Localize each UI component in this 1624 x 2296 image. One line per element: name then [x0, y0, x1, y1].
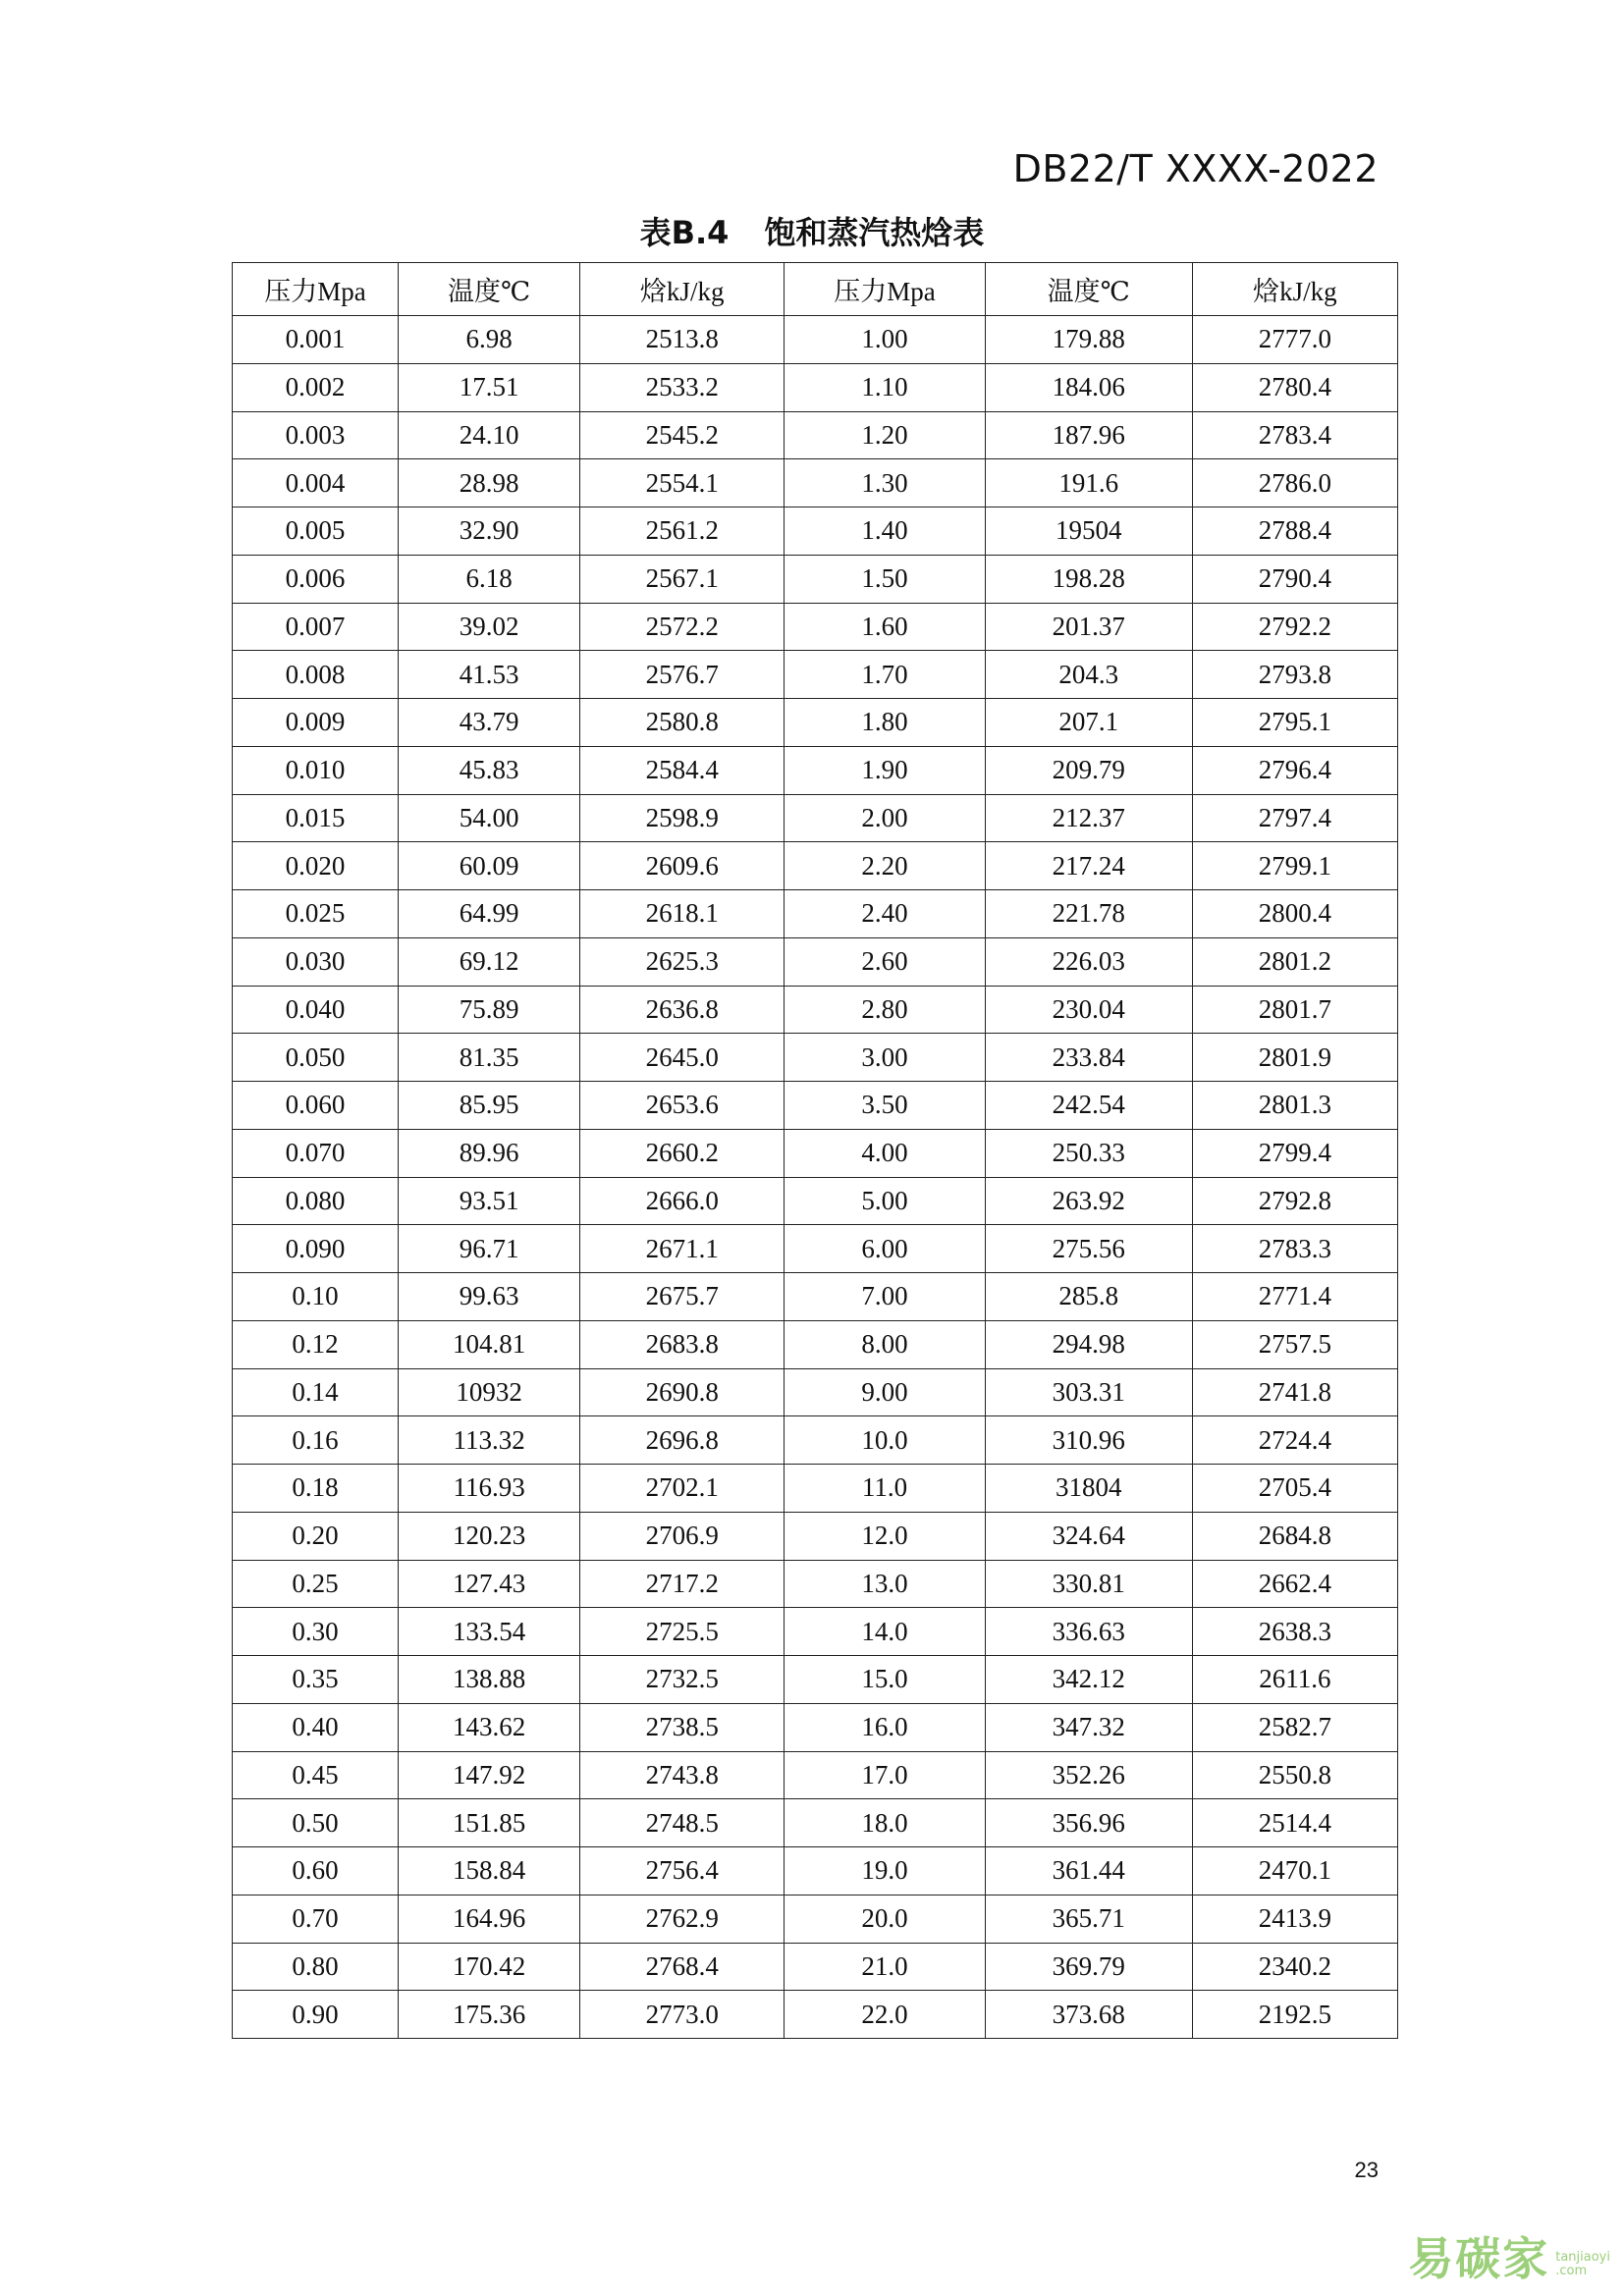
- table-cell: 0.090: [233, 1225, 399, 1273]
- table-cell: 6.18: [398, 555, 579, 603]
- table-cell: 2771.4: [1192, 1273, 1397, 1321]
- table-cell: 0.18: [233, 1465, 399, 1513]
- table-cell: 2706.9: [580, 1512, 785, 1560]
- table-cell: 242.54: [985, 1082, 1192, 1130]
- table-cell: 2675.7: [580, 1273, 785, 1321]
- table-cell: 226.03: [985, 937, 1192, 986]
- table-cell: 2.40: [785, 890, 986, 938]
- table-cell: 285.8: [985, 1273, 1192, 1321]
- table-cell: 187.96: [985, 411, 1192, 459]
- table-cell: 2638.3: [1192, 1608, 1397, 1656]
- table-cell: 75.89: [398, 986, 579, 1034]
- table-cell: 21.0: [785, 1943, 986, 1991]
- table-cell: 69.12: [398, 937, 579, 986]
- table-cell: 3.00: [785, 1034, 986, 1082]
- table-cell: 310.96: [985, 1416, 1192, 1465]
- table-cell: 104.81: [398, 1320, 579, 1368]
- column-header: 温度℃: [985, 263, 1192, 316]
- table-cell: 32.90: [398, 507, 579, 556]
- table-header-row: [233, 263, 1398, 316]
- table-cell: 14.0: [785, 1608, 986, 1656]
- table-cell: 2598.9: [580, 794, 785, 842]
- table-cell: 209.79: [985, 746, 1192, 794]
- table-cell: 2580.8: [580, 699, 785, 747]
- table-cell: 250.33: [985, 1129, 1192, 1177]
- table-cell: 0.050: [233, 1034, 399, 1082]
- table-cell: 0.020: [233, 842, 399, 890]
- table-cell: 2.80: [785, 986, 986, 1034]
- table-title-label: 表B.4: [639, 214, 730, 251]
- table-cell: 113.32: [398, 1416, 579, 1465]
- table-cell: 2790.4: [1192, 555, 1397, 603]
- table-cell: 2.20: [785, 842, 986, 890]
- table-cell: 0.006: [233, 555, 399, 603]
- table-cell: 2801.9: [1192, 1034, 1397, 1082]
- table-cell: 0.003: [233, 411, 399, 459]
- table-cell: 0.004: [233, 459, 399, 507]
- table-cell: 179.88: [985, 316, 1192, 364]
- table-cell: 2777.0: [1192, 316, 1397, 364]
- table-cell: 233.84: [985, 1034, 1192, 1082]
- table-cell: 1.10: [785, 363, 986, 411]
- table-cell: 8.00: [785, 1320, 986, 1368]
- table-row: [233, 1034, 1398, 1082]
- table-row: [233, 746, 1398, 794]
- table-row: [233, 890, 1398, 938]
- table-cell: 45.83: [398, 746, 579, 794]
- table-row: [233, 1560, 1398, 1608]
- table-cell: 2513.8: [580, 316, 785, 364]
- document-code: DB22/T XXXX-2022: [1012, 147, 1379, 190]
- table-cell: 2636.8: [580, 986, 785, 1034]
- table-cell: 2748.5: [580, 1799, 785, 1847]
- table-cell: 143.62: [398, 1703, 579, 1751]
- table-cell: 147.92: [398, 1751, 579, 1799]
- table-cell: 18.0: [785, 1799, 986, 1847]
- table-cell: 0.080: [233, 1177, 399, 1225]
- watermark-text: 易碳家: [1408, 2232, 1550, 2285]
- table-cell: 127.43: [398, 1560, 579, 1608]
- column-header: 压力Mpa: [785, 263, 986, 316]
- table-cell: 230.04: [985, 986, 1192, 1034]
- table-cell: 39.02: [398, 603, 579, 651]
- table-cell: 2801.3: [1192, 1082, 1397, 1130]
- table-cell: 1.60: [785, 603, 986, 651]
- table-row: [233, 411, 1398, 459]
- table-cell: 207.1: [985, 699, 1192, 747]
- table-cell: 20.0: [785, 1895, 986, 1943]
- table-cell: 2783.3: [1192, 1225, 1397, 1273]
- table-cell: 2584.4: [580, 746, 785, 794]
- table-cell: 0.002: [233, 363, 399, 411]
- table-cell: 0.001: [233, 316, 399, 364]
- table-cell: 2800.4: [1192, 890, 1397, 938]
- table-row: [233, 794, 1398, 842]
- table-cell: 10932: [398, 1368, 579, 1416]
- table-cell: 0.008: [233, 651, 399, 699]
- table-row: [233, 1416, 1398, 1465]
- table-cell: 2799.4: [1192, 1129, 1397, 1177]
- table-row: [233, 1943, 1398, 1991]
- table-cell: 2572.2: [580, 603, 785, 651]
- table-cell: 2582.7: [1192, 1703, 1397, 1751]
- table-cell: 2.60: [785, 937, 986, 986]
- table-cell: 0.80: [233, 1943, 399, 1991]
- table-cell: 2684.8: [1192, 1512, 1397, 1560]
- table-row: [233, 1320, 1398, 1368]
- column-header: 焓kJ/kg: [1192, 263, 1397, 316]
- table-cell: 0.60: [233, 1847, 399, 1896]
- table-cell: 1.30: [785, 459, 986, 507]
- table-cell: 17.0: [785, 1751, 986, 1799]
- table-cell: 2554.1: [580, 459, 785, 507]
- table-cell: 336.63: [985, 1608, 1192, 1656]
- table-row: [233, 842, 1398, 890]
- table-cell: 2792.2: [1192, 603, 1397, 651]
- table-cell: 0.30: [233, 1608, 399, 1656]
- table-cell: 1.80: [785, 699, 986, 747]
- table-row: [233, 363, 1398, 411]
- table-cell: 217.24: [985, 842, 1192, 890]
- table-cell: 2653.6: [580, 1082, 785, 1130]
- table-row: [233, 1082, 1398, 1130]
- table-row: [233, 1177, 1398, 1225]
- table-cell: 4.00: [785, 1129, 986, 1177]
- table-row: [233, 555, 1398, 603]
- table-cell: 93.51: [398, 1177, 579, 1225]
- table-cell: 0.20: [233, 1512, 399, 1560]
- table-cell: 2340.2: [1192, 1943, 1397, 1991]
- table-cell: 175.36: [398, 1991, 579, 2039]
- table-cell: 275.56: [985, 1225, 1192, 1273]
- steam-enthalpy-table: [232, 262, 1398, 2039]
- table-cell: 170.42: [398, 1943, 579, 1991]
- table-cell: 2413.9: [1192, 1895, 1397, 1943]
- table-cell: 2561.2: [580, 507, 785, 556]
- table-cell: 2783.4: [1192, 411, 1397, 459]
- table-cell: 0.070: [233, 1129, 399, 1177]
- table-row: [233, 1225, 1398, 1273]
- watermark-domain-line1: tanjiaoyi: [1555, 2250, 1610, 2265]
- table-row: [233, 1273, 1398, 1321]
- table-cell: 10.0: [785, 1416, 986, 1465]
- table-cell: 2618.1: [580, 890, 785, 938]
- table-cell: 16.0: [785, 1703, 986, 1751]
- table-row: [233, 1656, 1398, 1704]
- table-cell: 303.31: [985, 1368, 1192, 1416]
- table-cell: 2757.5: [1192, 1320, 1397, 1368]
- table-cell: 0.10: [233, 1273, 399, 1321]
- table-cell: 0.50: [233, 1799, 399, 1847]
- table-cell: 0.35: [233, 1656, 399, 1704]
- table-cell: 158.84: [398, 1847, 579, 1896]
- table-cell: 294.98: [985, 1320, 1192, 1368]
- table-row: [233, 603, 1398, 651]
- table-cell: 0.90: [233, 1991, 399, 2039]
- table-cell: 0.009: [233, 699, 399, 747]
- table-cell: 369.79: [985, 1943, 1192, 1991]
- table-cell: 0.45: [233, 1751, 399, 1799]
- table-cell: 116.93: [398, 1465, 579, 1513]
- table-cell: 2645.0: [580, 1034, 785, 1082]
- table-cell: 2741.8: [1192, 1368, 1397, 1416]
- table-cell: 2793.8: [1192, 651, 1397, 699]
- table-cell: 2550.8: [1192, 1751, 1397, 1799]
- table-row: [233, 1512, 1398, 1560]
- table-cell: 0.060: [233, 1082, 399, 1130]
- table-cell: 2797.4: [1192, 794, 1397, 842]
- table-cell: 0.025: [233, 890, 399, 938]
- table-cell: 151.85: [398, 1799, 579, 1847]
- table-cell: 0.25: [233, 1560, 399, 1608]
- table-cell: 9.00: [785, 1368, 986, 1416]
- table-row: [233, 316, 1398, 364]
- table-cell: 24.10: [398, 411, 579, 459]
- table-cell: 0.007: [233, 603, 399, 651]
- table-cell: 19504: [985, 507, 1192, 556]
- table-cell: 352.26: [985, 1751, 1192, 1799]
- table-cell: 342.12: [985, 1656, 1192, 1704]
- table-cell: 2786.0: [1192, 459, 1397, 507]
- table-cell: 1.50: [785, 555, 986, 603]
- table-cell: 64.99: [398, 890, 579, 938]
- table-cell: 43.79: [398, 699, 579, 747]
- table-row: [233, 1703, 1398, 1751]
- table-row: [233, 1465, 1398, 1513]
- table-cell: 2768.4: [580, 1943, 785, 1991]
- table-cell: 15.0: [785, 1656, 986, 1704]
- table-cell: 0.015: [233, 794, 399, 842]
- table-cell: 12.0: [785, 1512, 986, 1560]
- table-cell: 2796.4: [1192, 746, 1397, 794]
- table-cell: 138.88: [398, 1656, 579, 1704]
- watermark-domain-line2: .com: [1555, 2264, 1588, 2278]
- table-cell: 2192.5: [1192, 1991, 1397, 2039]
- table-cell: 2666.0: [580, 1177, 785, 1225]
- table-cell: 1.70: [785, 651, 986, 699]
- page-number: 23: [1354, 2158, 1379, 2182]
- table-cell: 221.78: [985, 890, 1192, 938]
- table-cell: 212.37: [985, 794, 1192, 842]
- table-cell: 1.40: [785, 507, 986, 556]
- table-cell: 2756.4: [580, 1847, 785, 1896]
- watermark-domain: [1555, 2251, 1610, 2278]
- table-cell: 31804: [985, 1465, 1192, 1513]
- table-cell: 22.0: [785, 1991, 986, 2039]
- table-cell: 11.0: [785, 1465, 986, 1513]
- table-cell: 2690.8: [580, 1368, 785, 1416]
- table-cell: 0.16: [233, 1416, 399, 1465]
- table-row: [233, 1129, 1398, 1177]
- table-cell: 2470.1: [1192, 1847, 1397, 1896]
- watermark-logo: [1408, 2223, 1610, 2288]
- table-cell: 356.96: [985, 1799, 1192, 1847]
- table-cell: 2533.2: [580, 363, 785, 411]
- table-cell: 2625.3: [580, 937, 785, 986]
- table-cell: 133.54: [398, 1608, 579, 1656]
- table-row: [233, 1847, 1398, 1896]
- table-row: [233, 937, 1398, 986]
- table-cell: 89.96: [398, 1129, 579, 1177]
- column-header: 压力Mpa: [233, 263, 399, 316]
- table-cell: 324.64: [985, 1512, 1192, 1560]
- table-title: [0, 208, 1624, 253]
- table-row: [233, 986, 1398, 1034]
- table-cell: 5.00: [785, 1177, 986, 1225]
- table-cell: 2683.8: [580, 1320, 785, 1368]
- table-cell: 2801.2: [1192, 937, 1397, 986]
- table-cell: 96.71: [398, 1225, 579, 1273]
- table-cell: 0.005: [233, 507, 399, 556]
- table-cell: 0.70: [233, 1895, 399, 1943]
- table-title-text: 饱和蒸汽热焓表: [764, 214, 985, 251]
- column-header: 温度℃: [398, 263, 579, 316]
- table-cell: 0.14: [233, 1368, 399, 1416]
- table-cell: 2696.8: [580, 1416, 785, 1465]
- table-cell: 2788.4: [1192, 507, 1397, 556]
- table-cell: 1.90: [785, 746, 986, 794]
- table-cell: 347.32: [985, 1703, 1192, 1751]
- table-cell: 99.63: [398, 1273, 579, 1321]
- table-row: [233, 651, 1398, 699]
- column-header: 焓kJ/kg: [580, 263, 785, 316]
- table-cell: 2717.2: [580, 1560, 785, 1608]
- table-cell: 191.6: [985, 459, 1192, 507]
- table-cell: 3.50: [785, 1082, 986, 1130]
- table-row: [233, 1751, 1398, 1799]
- table-cell: 41.53: [398, 651, 579, 699]
- table-row: [233, 507, 1398, 556]
- table-cell: 2801.7: [1192, 986, 1397, 1034]
- table-cell: 0.40: [233, 1703, 399, 1751]
- table-cell: 201.37: [985, 603, 1192, 651]
- table-cell: 164.96: [398, 1895, 579, 1943]
- table-cell: 54.00: [398, 794, 579, 842]
- table-row: [233, 1895, 1398, 1943]
- table-cell: 120.23: [398, 1512, 579, 1560]
- table-row: [233, 699, 1398, 747]
- table-cell: 204.3: [985, 651, 1192, 699]
- table-cell: 81.35: [398, 1034, 579, 1082]
- table-cell: 60.09: [398, 842, 579, 890]
- table-cell: 17.51: [398, 363, 579, 411]
- table-cell: 28.98: [398, 459, 579, 507]
- table-cell: 2799.1: [1192, 842, 1397, 890]
- table-cell: 2725.5: [580, 1608, 785, 1656]
- table-cell: 2738.5: [580, 1703, 785, 1751]
- table-cell: 2780.4: [1192, 363, 1397, 411]
- table-cell: 0.030: [233, 937, 399, 986]
- table-cell: 2724.4: [1192, 1416, 1397, 1465]
- table-row: [233, 1608, 1398, 1656]
- table-row: [233, 459, 1398, 507]
- table-cell: 2514.4: [1192, 1799, 1397, 1847]
- table-cell: 2576.7: [580, 651, 785, 699]
- table-cell: 2743.8: [580, 1751, 785, 1799]
- table-cell: 2545.2: [580, 411, 785, 459]
- table-cell: 330.81: [985, 1560, 1192, 1608]
- table-cell: 2702.1: [580, 1465, 785, 1513]
- table-cell: 184.06: [985, 363, 1192, 411]
- table-cell: 2773.0: [580, 1991, 785, 2039]
- table-cell: 2732.5: [580, 1656, 785, 1704]
- table-cell: 2.00: [785, 794, 986, 842]
- table-cell: 361.44: [985, 1847, 1192, 1896]
- table-cell: 263.92: [985, 1177, 1192, 1225]
- table-cell: 2660.2: [580, 1129, 785, 1177]
- table-cell: 2705.4: [1192, 1465, 1397, 1513]
- table-cell: 13.0: [785, 1560, 986, 1608]
- table-cell: 2795.1: [1192, 699, 1397, 747]
- table-cell: 1.20: [785, 411, 986, 459]
- table-cell: 198.28: [985, 555, 1192, 603]
- table-cell: 2567.1: [580, 555, 785, 603]
- table-cell: 2671.1: [580, 1225, 785, 1273]
- table-cell: 6.98: [398, 316, 579, 364]
- table-cell: 365.71: [985, 1895, 1192, 1943]
- table-row: [233, 1991, 1398, 2039]
- table-cell: 373.68: [985, 1991, 1192, 2039]
- table-cell: 7.00: [785, 1273, 986, 1321]
- table-cell: 2611.6: [1192, 1656, 1397, 1704]
- table-row: [233, 1368, 1398, 1416]
- table-cell: 0.010: [233, 746, 399, 794]
- table-cell: 6.00: [785, 1225, 986, 1273]
- table-cell: 85.95: [398, 1082, 579, 1130]
- table-row: [233, 1799, 1398, 1847]
- table-cell: 0.040: [233, 986, 399, 1034]
- table-cell: 0.12: [233, 1320, 399, 1368]
- table-cell: 1.00: [785, 316, 986, 364]
- table-cell: 2609.6: [580, 842, 785, 890]
- table-cell: 2762.9: [580, 1895, 785, 1943]
- table-cell: 2662.4: [1192, 1560, 1397, 1608]
- table-cell: 19.0: [785, 1847, 986, 1896]
- table-cell: 2792.8: [1192, 1177, 1397, 1225]
